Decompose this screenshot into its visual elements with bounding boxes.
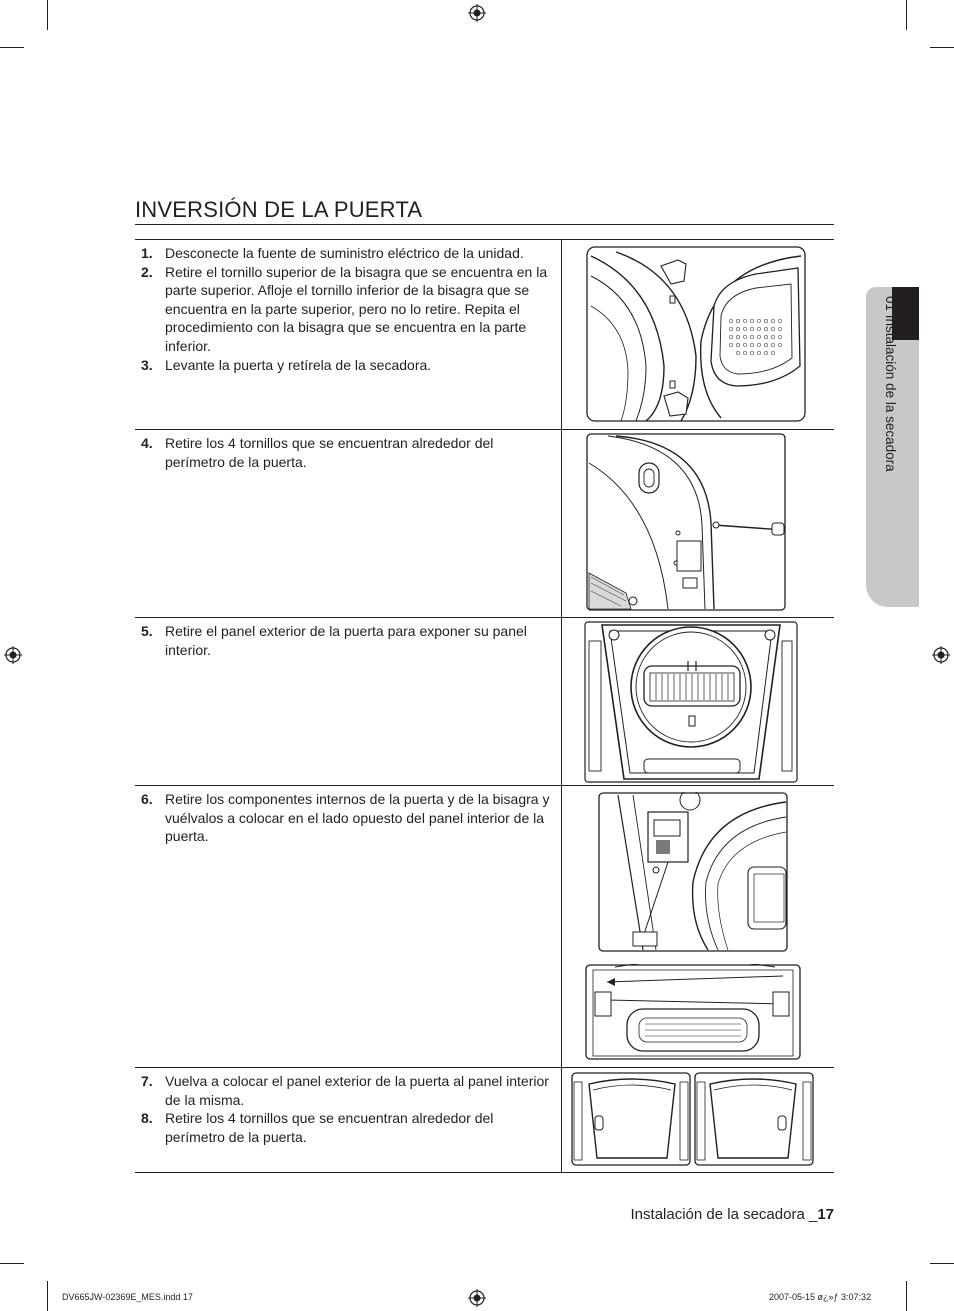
crop-mark	[0, 1263, 24, 1264]
step-number: 7.	[141, 1073, 153, 1089]
table-row	[135, 617, 834, 786]
crop-mark	[906, 1281, 907, 1311]
crop-mark	[47, 1281, 48, 1311]
step-text: Desconecte la fuente de suministro eléctrico de la unidad.	[165, 245, 524, 261]
step-item	[135, 1109, 557, 1146]
registration-mark-icon	[468, 1289, 486, 1307]
title-rule	[135, 224, 834, 225]
page-footer	[631, 1206, 834, 1223]
step-item	[135, 244, 557, 263]
hinge-components-illustration	[598, 792, 788, 952]
step-number: 4.	[141, 435, 153, 451]
table-row	[135, 239, 834, 430]
steps-cell	[135, 1068, 562, 1172]
door-outer-panel-right-illustration	[694, 1072, 814, 1166]
print-slug-file: DV665JW-02369E_MES.indd 17	[62, 1292, 193, 1302]
crop-mark	[906, 0, 907, 30]
step-text: Retire los componentes internos de la puerta y de la bisagra y vuélvalos a colocar en el lado opuesto del panel interior de la puerta.	[165, 791, 550, 845]
table-row	[135, 1067, 834, 1173]
step-text: Retire el tornillo superior de la bisagra que se encuentra en la parte superior. Afloje el tornillo inferior de la bisagra que se encuentra en la parte superior, pero no lo retire. Repita el procedimiento con la bisagra que se encuentra en la parte inferior.	[165, 263, 548, 354]
step-text: Retire los 4 tornillos que se encuentran alrededor del perímetro de la puerta.	[165, 1110, 494, 1145]
illustration-cell	[562, 618, 834, 786]
step-number: 1.	[141, 245, 153, 261]
steps-cell	[135, 618, 562, 786]
step-text: Levante la puerta y retírela de la secadora.	[165, 356, 432, 373]
chapter-side-label: 01 Instalación de la secadora	[883, 296, 898, 472]
door-screws-removal-illustration	[586, 433, 786, 611]
door-reassembly-illustration	[585, 964, 801, 1060]
crop-mark	[0, 47, 24, 48]
step-text: Retire los 4 tornillos que se encuentran alrededor del perímetro de la puerta.	[165, 435, 494, 470]
print-slug-date: 2007-05-15 ø¿»ƒ 3:07:32	[769, 1292, 872, 1302]
step-number: 5.	[141, 623, 153, 639]
step-number: 8.	[141, 1110, 153, 1127]
table-row	[135, 785, 834, 1068]
registration-mark-icon	[4, 646, 22, 664]
table-row	[135, 429, 834, 618]
registration-mark-icon	[932, 646, 950, 664]
step-number: 6.	[141, 791, 153, 807]
illustration-cell	[562, 430, 834, 618]
step-item	[135, 356, 557, 375]
crop-mark	[47, 0, 48, 30]
step-item	[135, 622, 557, 659]
step-number: 3.	[141, 356, 153, 373]
registration-mark-icon	[468, 4, 486, 22]
steps-cell	[135, 786, 562, 1068]
door-outer-panel-left-illustration	[571, 1072, 691, 1166]
step-item	[135, 1072, 557, 1109]
page-title: INVERSIÓN DE LA PUERTA	[135, 197, 423, 222]
crop-mark	[930, 47, 954, 48]
steps-cell	[135, 240, 562, 430]
illustration-cell	[562, 786, 834, 1068]
page-number: 17	[817, 1206, 834, 1223]
steps-cell	[135, 430, 562, 618]
illustration-cell	[562, 240, 834, 430]
step-item	[135, 790, 557, 846]
door-inner-panel-illustration	[584, 621, 798, 783]
step-text: Retire el panel exterior de la puerta para exponer su panel interior.	[165, 623, 527, 658]
illustration-cell	[562, 1068, 834, 1172]
step-text: Vuelva a colocar el panel exterior de la puerta al panel interior de la misma.	[165, 1073, 549, 1108]
footer-section: Instalación de la secadora _	[630, 1206, 818, 1223]
step-number: 2.	[141, 263, 153, 280]
crop-mark	[930, 1263, 954, 1264]
step-item	[135, 263, 557, 356]
step-item	[135, 434, 557, 471]
dryer-door-hinge-illustration	[586, 246, 806, 422]
